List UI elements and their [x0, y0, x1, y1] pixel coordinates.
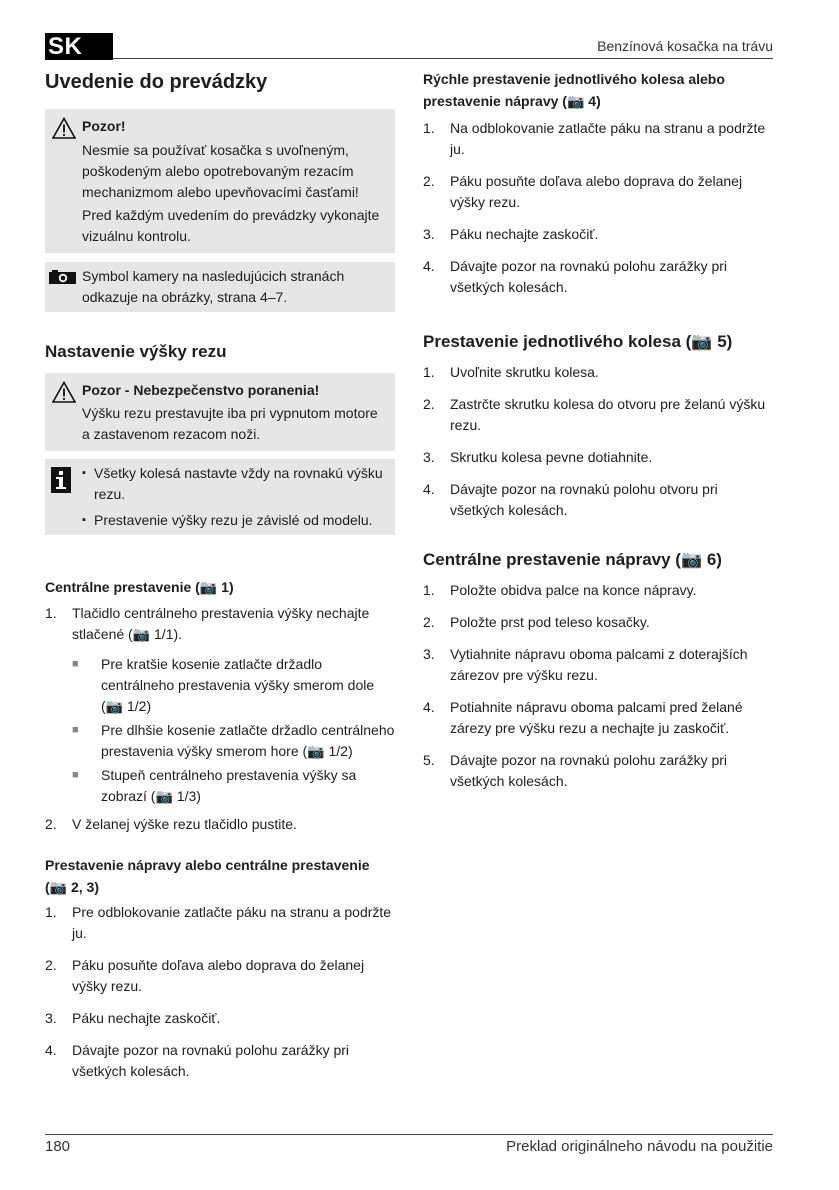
list-number: 2. — [423, 173, 435, 189]
warning-text: Pred každým uvedením do prevádzky vykonajte vizuálnu kontrolu. — [82, 207, 380, 244]
header-rule — [113, 58, 773, 59]
list-number: 1. — [45, 904, 57, 920]
list-number: 2. — [45, 816, 57, 832]
list-item — [423, 394, 775, 436]
warning-text: Nesmie sa používať kosačka s uvoľneným, poškodeným alebo opotrebovaným rezacím mechanizmom alebo upevňovacími časťami! — [82, 142, 359, 200]
page-number: 180 — [45, 1138, 71, 1155]
list-item — [423, 256, 775, 298]
list-number: 3. — [45, 1010, 57, 1026]
list-item — [45, 955, 395, 997]
list-item — [423, 447, 775, 468]
list-number: 4. — [45, 1042, 57, 1058]
list-item — [45, 1040, 395, 1082]
warning-title: Pozor! — [82, 118, 126, 134]
list-number: 4. — [423, 699, 435, 715]
warning-triangle-icon — [52, 381, 76, 403]
list-number: 2. — [45, 957, 57, 973]
list-item — [45, 814, 395, 835]
list-text: Dávajte pozor na rovnakú polohu otvoru pri všetkých kolesách. — [450, 481, 718, 518]
list-item — [423, 479, 775, 521]
warning-box-injury — [45, 373, 395, 451]
list-number: 2. — [423, 396, 435, 412]
list-text: Pre kratšie kosenie zatlačte držadlo centrálneho prestavenia výšky smerom dole (📷 1/2) — [101, 656, 375, 714]
list-number: 3. — [423, 226, 435, 242]
list-number: 4. — [423, 481, 435, 497]
list-text: Páku posuňte doľava alebo doprava do želanej výšky rezu. — [450, 173, 743, 210]
list-number: 1. — [423, 364, 435, 380]
sub-list-item — [45, 765, 395, 807]
list-item — [423, 224, 775, 245]
list-text: Dávajte pozor na rovnakú polohu zarážky pri všetkých kolesách. — [72, 1042, 350, 1079]
list-text: Položte obidva palce na konce nápravy. — [450, 582, 697, 598]
camera-note-box — [45, 262, 395, 312]
list-text: Na odblokovanie zatlačte páku na stranu a podržte ju. — [450, 120, 766, 157]
list-item — [45, 902, 395, 944]
list-text: Dávajte pozor na rovnakú polohu zarážky pri všetkých kolesách. — [450, 752, 728, 789]
list-text: Zastrčte skrutku kolesa do otvoru pre želanú výšku rezu. — [450, 396, 766, 433]
list-item — [423, 580, 775, 601]
list-text: Skrutku kolesa pevne dotiahnite. — [450, 449, 653, 465]
warning-text: Výšku rezu prestavujte iba pri vypnutom motore a zastavenom rezacom noži. — [82, 405, 378, 442]
language-badge: SK — [45, 33, 113, 60]
list-text: Pre odblokovanie zatlačte páku na stranu a podržte ju. — [72, 904, 392, 941]
list-text: Pre dlhšie kosenie zatlačte držadlo centrálneho prestavenia výšky smerom hore (📷 1/2) — [101, 722, 395, 759]
list-number: 3. — [423, 646, 435, 662]
subsection-title-central-axle: Centrálne prestavenie nápravy (📷 6) — [423, 550, 722, 569]
list-number: 1. — [423, 120, 435, 136]
list-item — [423, 118, 775, 160]
list-item — [423, 362, 775, 383]
warning-box-startup — [45, 109, 395, 253]
subsection-title-central: Centrálne prestavenie (📷 1) — [45, 579, 234, 595]
list-text: Páku nechajte zaskočiť. — [72, 1010, 221, 1026]
camera-note-text: Symbol kamery na nasledujúcich stranách odkazuje na obrázky, strana 4–7. — [82, 268, 345, 305]
list-text: Potiahnite nápravu oboma palcami pred želané zárezy pre výšku rezu a nechajte ju zaskočiť. — [450, 699, 743, 736]
list-text: Dávajte pozor na rovnakú polohu zarážky pri všetkých kolesách. — [450, 258, 728, 295]
list-text: Položte prst pod teleso kosačky. — [450, 614, 650, 630]
warning-title: Pozor - Nebezpečenstvo poranenia! — [82, 382, 320, 398]
subsection-title-wheel: Prestavenie jednotlivého kolesa (📷 5) — [423, 332, 733, 351]
info-bullet: ▪ Všetky kolesá nastavte vždy na rovnakú výšku rezu. — [82, 463, 389, 505]
list-item — [45, 1008, 395, 1029]
warning-triangle-icon — [52, 117, 76, 139]
list-text: Uvoľnite skrutku kolesa. — [450, 364, 599, 380]
list-item — [423, 612, 775, 633]
sub-list-item — [45, 720, 395, 762]
right-column — [423, 68, 775, 792]
list-item — [423, 171, 775, 213]
list-item — [423, 750, 775, 792]
list-text: V želanej výške rezu tlačidlo pustite. — [72, 816, 297, 832]
list-text: Vytiahnite nápravu oboma palcami z doterajších zárezov pre výšku rezu. — [450, 646, 748, 683]
square-bullet-icon: ■ — [72, 724, 79, 736]
info-bullet: ▪ Prestavenie výšky rezu je závislé od modelu. — [82, 510, 389, 531]
list-text: Stupeň centrálneho prestavenia výšky sa zobrazí (📷 1/3) — [101, 767, 357, 804]
square-bullet-icon: ■ — [72, 769, 79, 781]
list-number: 2. — [423, 614, 435, 630]
info-icon — [51, 467, 71, 493]
square-bullet-icon: ■ — [72, 658, 79, 670]
sub-list-item — [45, 654, 395, 717]
footer-title: Preklad originálneho návodu na použitie — [506, 1138, 773, 1155]
list-item — [423, 697, 775, 739]
list-text: Páku posuňte doľava alebo doprava do želanej výšky rezu. — [72, 957, 365, 994]
list-number: 1. — [423, 582, 435, 598]
footer-rule — [45, 1134, 773, 1135]
subsection-title-quick: Rýchle prestavenie jednotlivého kolesa alebo prestavenie nápravy (📷 4) — [423, 71, 725, 109]
section-title-cut-height: Nastavenie výšky rezu — [45, 342, 227, 361]
subsection-title-axle: Prestavenie nápravy alebo centrálne prestavenie (📷 2, 3) — [45, 857, 370, 895]
left-column — [45, 68, 395, 1082]
list-number: 4. — [423, 258, 435, 274]
header-title: Benzínová kosačka na trávu — [597, 38, 773, 54]
list-item — [423, 644, 775, 686]
list-number: 1. — [45, 605, 57, 621]
list-number: 5. — [423, 752, 435, 768]
section-title-startup: Uvedenie do prevádzky — [45, 71, 268, 93]
info-box — [45, 459, 395, 535]
list-text: Tlačidlo centrálneho prestavenia výšky nechajte stlačené (📷 1/1). — [72, 605, 370, 642]
list-item — [45, 603, 395, 645]
list-number: 3. — [423, 449, 435, 465]
list-text: Páku nechajte zaskočiť. — [450, 226, 599, 242]
camera-icon — [48, 270, 77, 285]
